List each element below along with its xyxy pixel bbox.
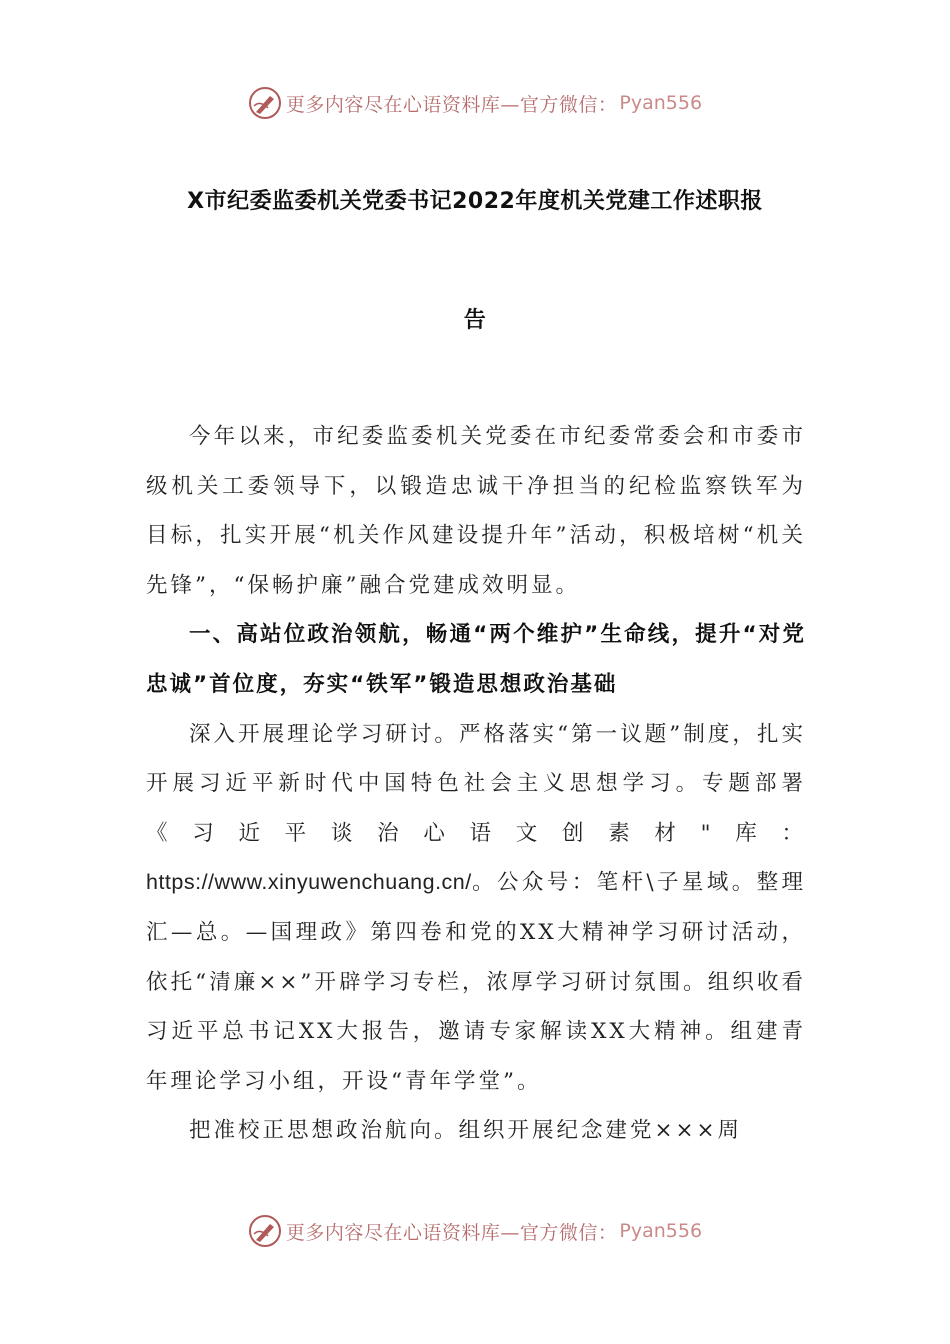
paragraph-political-direction: 把准校正思想政治航向。组织开展纪念建党×××周 [189,1118,743,1144]
watermark-text: 更多内容尽在心语资料库—官方微信： [285,93,618,116]
paragraph-theory-study-text2: 。公众号：笔杆\子星域。整理汇—总。—国理政》第四卷和党的XX大精神学习研讨活动，依托“清廉××”开辟学习专栏，浓厚学习研讨氛围。组织收看习近平总书记XX大报告，邀请专家解读XX大精神。组建青年理论学习小组，开设“青年学堂”。 [146,870,806,1094]
section-heading-1: 一、高站位政治领航，畅通“两个维护”生命线，提升“对党忠诚”首位度，夯实“铁军”锻造思想政治基础 [146,622,806,697]
pen-logo-icon [248,86,282,120]
watermark-text: 更多内容尽在心语资料库—官方微信： [285,1221,618,1244]
document-body [146,412,806,1156]
pen-logo-icon [248,1214,282,1248]
document-title-line1: X市纪委监委机关党委书记2022年度机关党建工作述职报 [187,189,763,214]
watermark-wechat-id: Pyan556 [619,92,703,114]
paragraph-intro: 今年以来，市纪委监委机关党委在市纪委常委会和市委市级机关工委领导下，以锻造忠诚干净担当的纪检监察铁军为目标，扎实开展“机关作风建设提升年”活动，积极培树“机关先锋”，“保畅护廉”融合党建成效明显。 [146,424,806,598]
watermark-wechat-id: Pyan556 [619,1220,703,1242]
paragraph-theory-study [146,710,806,1107]
paragraph-theory-study-text1: 深入开展理论学习研讨。严格落实“第一议题”制度，扎实开展习近平新时代中国特色社会主义思想学习。专题部署《习近平谈治心语文创素材"库： [146,721,806,846]
watermark-header [0,83,950,123]
paragraph-url: https://www.xinyuwenchuang.cn/ [146,870,472,895]
document-title-line2: 告 [463,308,487,333]
watermark-footer [0,1211,950,1251]
